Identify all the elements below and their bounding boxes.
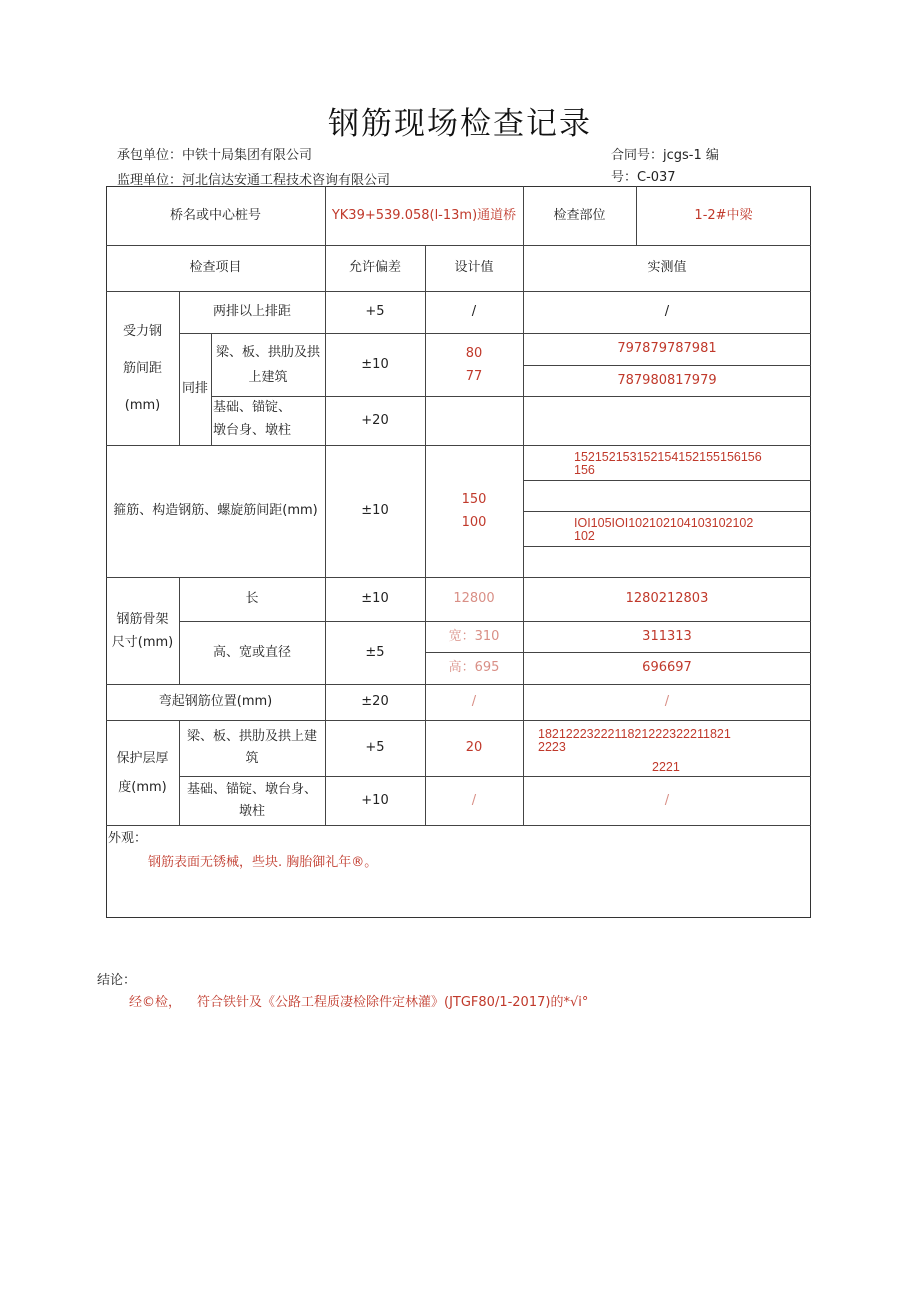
cage-height-measured: 696697 (642, 660, 692, 675)
stirrup-design-value: 150 (461, 492, 487, 507)
cover-measured-line: 2221 (652, 759, 680, 774)
col-design-header: 设计值 (454, 260, 494, 275)
cover-beam-line: 筑 (245, 751, 259, 766)
beam-design (425, 333, 523, 396)
cover-beam-tolerance: +5 (365, 740, 385, 755)
row-divider (106, 825, 811, 826)
cover-thickness-label (106, 720, 179, 825)
cover-foundation-tolerance: +10 (361, 792, 389, 808)
group-line: 度(mm) (118, 779, 167, 795)
beam-label-line: 上建筑 (248, 369, 288, 385)
cover-measured-line: 2223 (538, 739, 566, 754)
row-divider (523, 511, 811, 512)
supervisor-value: 河北信达安通工程技术咨询有限公司 (182, 173, 391, 188)
stirrup-design-value: 100 (461, 515, 487, 530)
contractor-label: 承包单位： (117, 148, 183, 163)
stirrup-measured-line: 156 (574, 463, 595, 477)
foundation-label-line: 墩台身、墩柱 (213, 423, 292, 438)
part-value: 1-2#中梁 (694, 207, 753, 223)
contractor-line (117, 144, 312, 163)
contract-number: 合同号：jcgs-1 编 (611, 148, 719, 163)
cage-height-design: 高：695 (448, 660, 500, 675)
stirrup-measured-1 (574, 448, 809, 480)
part-label: 检查部位 (553, 207, 606, 223)
cage-hwd-label: 高、宽或直径 (212, 644, 291, 660)
supervisor-label: 监理单位： (117, 173, 183, 188)
cover-beam-measured (538, 727, 808, 774)
beam-measured-1: 797879787981 (617, 341, 717, 356)
stirrup-measured-2 (574, 513, 809, 546)
two-rows-tolerance: +5 (365, 304, 385, 319)
cage-length-measured: 1280212803 (625, 591, 709, 606)
group-line: 保护层厚 (116, 750, 169, 766)
col-tolerance-header: 允许偏差 (348, 260, 401, 275)
stirrup-label: 箍筋、构造钢筋、螺旋筋间距(mm) (113, 503, 318, 518)
appearance-value: 钢筋表面无锈械，些块. 胸胎御礼年®。 (148, 855, 378, 870)
group-line: 筋间距 (122, 360, 162, 376)
foundation-label (213, 396, 325, 445)
bent-bar-measured: / (664, 694, 670, 709)
stirrup-measured-line: IOI105IOI102102104103102102 (574, 515, 754, 530)
conclusion-text-1: 经©检， (129, 995, 182, 1010)
two-rows-design: / (471, 304, 477, 319)
group-line: 钢筋骨架 (116, 611, 169, 627)
main-bar-spacing-label (106, 291, 179, 445)
beam-measured-2: 787980817979 (617, 372, 717, 388)
foundation-tolerance: +20 (361, 412, 389, 428)
cage-length-label: 长 (245, 591, 259, 606)
bent-bar-tolerance: ±20 (361, 694, 389, 709)
cover-foundation-line: 墩柱 (238, 803, 265, 819)
cover-measured-line: 18212223222118212223222118​21 (538, 726, 731, 741)
row-divider (523, 480, 811, 481)
bridge-value: YK39+539.058(l-13m)通道桥 (331, 207, 517, 223)
cage-hwd-tolerance: ±5 (365, 644, 385, 660)
bridge-label: 桥名或中心桩号 (169, 207, 261, 223)
beam-design-value: 80 (465, 345, 483, 361)
group-line: (mm) (124, 397, 161, 413)
cage-width-measured: 311313 (642, 628, 692, 644)
cover-foundation-line: 基础、锚锭、墩台身、 (186, 781, 317, 797)
cage-width-design: 宽：310 (448, 628, 500, 644)
beam-tolerance: ±10 (361, 356, 389, 372)
stirrup-measured-line: 102 (574, 528, 595, 543)
cover-foundation-design: / (471, 792, 477, 808)
stirrup-tolerance: ±10 (361, 503, 389, 518)
cover-beam-line: 梁、板、拱肋及拱上建 (186, 729, 317, 744)
group-line: 尺寸(mm) (111, 634, 174, 650)
cover-beam-design: 20 (465, 740, 483, 755)
appearance-label: 外观： (108, 831, 148, 846)
col-measured-header: 实测值 (647, 260, 687, 275)
cover-foundation-measured: / (664, 792, 670, 808)
col-item-header: 检查项目 (189, 260, 242, 275)
same-row-label: 同排 (181, 381, 208, 396)
two-rows-measured: / (664, 304, 670, 319)
row-divider (523, 546, 811, 547)
cage-length-tolerance: ±10 (361, 591, 389, 606)
page-title: 钢筋现场检查记录 (328, 106, 592, 142)
conclusion-label: 结论： (97, 973, 137, 988)
cage-length-design: 12800 (453, 591, 495, 606)
stirrup-design (425, 445, 523, 577)
record-number: 号：C-037 (611, 170, 676, 185)
stirrup-measured-line: 152152153152154152155156156 (574, 450, 762, 464)
conclusion-text-2: 符合铁针及《公路工程质凄检除件定林灌》(JTGF80/1-2017)的*√i° (197, 995, 589, 1010)
beam-design-value: 77 (465, 368, 483, 384)
bent-bar-design: / (471, 694, 477, 709)
beam-label-line: 梁、板、拱肋及拱 (215, 344, 320, 360)
cage-size-label (106, 577, 179, 684)
cover-beam-label (179, 720, 325, 776)
cover-foundation-label (179, 776, 325, 825)
bent-bar-label: 弯起钢筋位置(mm) (158, 694, 273, 709)
foundation-label-line: 基础、锚锭、 (213, 400, 292, 415)
contractor-value: 中铁十局集团有限公司 (182, 148, 313, 163)
beam-label (211, 333, 325, 396)
two-rows-label: 两排以上排距 (212, 304, 291, 319)
group-line: 受力钢 (122, 323, 162, 339)
